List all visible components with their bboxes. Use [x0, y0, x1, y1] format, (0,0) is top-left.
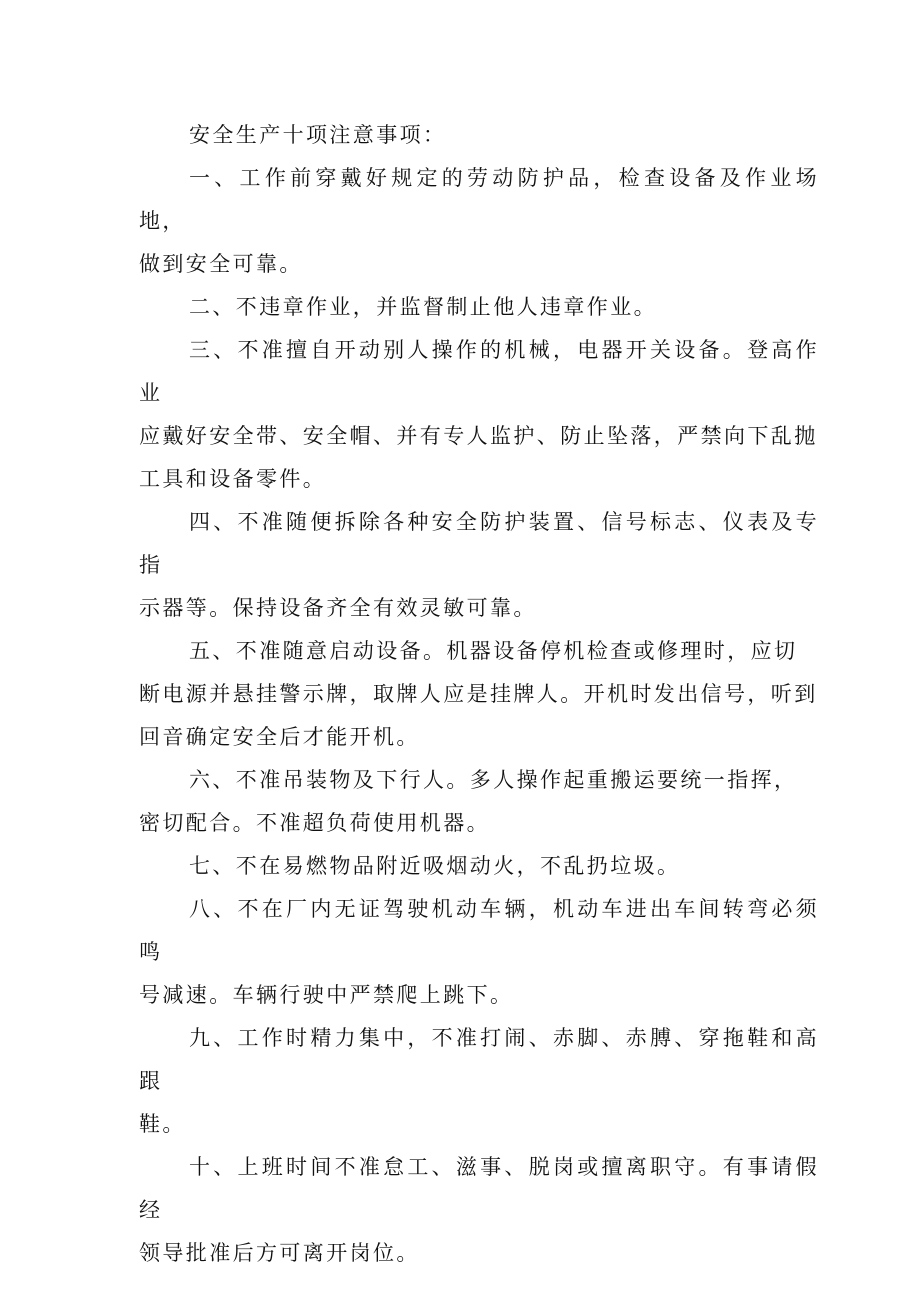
item-6-line-1: 六、不准吊装物及下行人。多人操作起重搬运要统一指挥，	[189, 768, 798, 792]
item-4-line-1: 四、不准随便拆除各种安全防护装置、信号标志、仪表及专指	[139, 510, 819, 577]
item-2-line-1: 二、不违章作业，并监督制止他人违章作业。	[189, 295, 657, 319]
item-7-line-1: 七、不在易燃物品附近吸烟动火，不乱扔垃圾。	[189, 854, 681, 878]
item-8	[139, 888, 819, 1017]
item-7	[139, 845, 819, 888]
item-5-line-1: 五、不准随意启动设备。机器设备停机检查或修理时，应切	[189, 639, 798, 663]
item-5-line-2: 断电源并悬挂警示牌，取牌人应是挂牌人。开机时发出信号，听到	[139, 682, 818, 706]
item-10	[139, 1146, 819, 1275]
item-1	[139, 157, 819, 286]
item-3-line-3: 工具和设备零件。	[139, 467, 327, 491]
item-5	[139, 630, 819, 759]
item-10-line-1: 十、上班时间不准怠工、滋事、脱岗或擅离职守。有事请假经	[139, 1155, 819, 1222]
item-9	[139, 1017, 819, 1146]
item-3-line-1: 三、不准擅自开动别人操作的机械，电器开关设备。登高作业	[139, 338, 819, 405]
item-5-line-3: 回音确定安全后才能开机。	[139, 725, 420, 749]
item-4-line-2: 示器等。保持设备齐全有效灵敏可靠。	[139, 596, 537, 620]
item-2	[139, 286, 819, 329]
item-10-line-2: 领导批准后方可离开岗位。	[139, 1241, 420, 1265]
item-8-line-1: 八、不在厂内无证驾驶机动车辆，机动车进出车间转弯必须鸣	[139, 897, 819, 964]
item-1-line-1: 一、工作前穿戴好规定的劳动防护品，检查设备及作业场地，	[139, 166, 819, 233]
item-6-line-2: 密切配合。不准超负荷使用机器。	[139, 811, 490, 835]
item-9-line-1: 九、工作时精力集中，不准打闹、赤脚、赤膊、穿拖鞋和高跟	[139, 1026, 819, 1093]
item-3	[139, 329, 819, 501]
item-3-line-2: 应戴好安全带、安全帽、并有专人监护、防止坠落，严禁向下乱抛	[139, 424, 818, 448]
item-9-line-2: 鞋。	[139, 1112, 186, 1136]
item-1-line-2: 做到安全可靠。	[139, 252, 303, 276]
document-heading	[139, 114, 819, 157]
item-4	[139, 501, 819, 630]
heading-line: 安全生产十项注意事项：	[189, 123, 447, 147]
document-body	[139, 114, 819, 1275]
item-8-line-2: 号减速。车辆行驶中严禁爬上跳下。	[139, 983, 514, 1007]
item-6	[139, 759, 819, 845]
